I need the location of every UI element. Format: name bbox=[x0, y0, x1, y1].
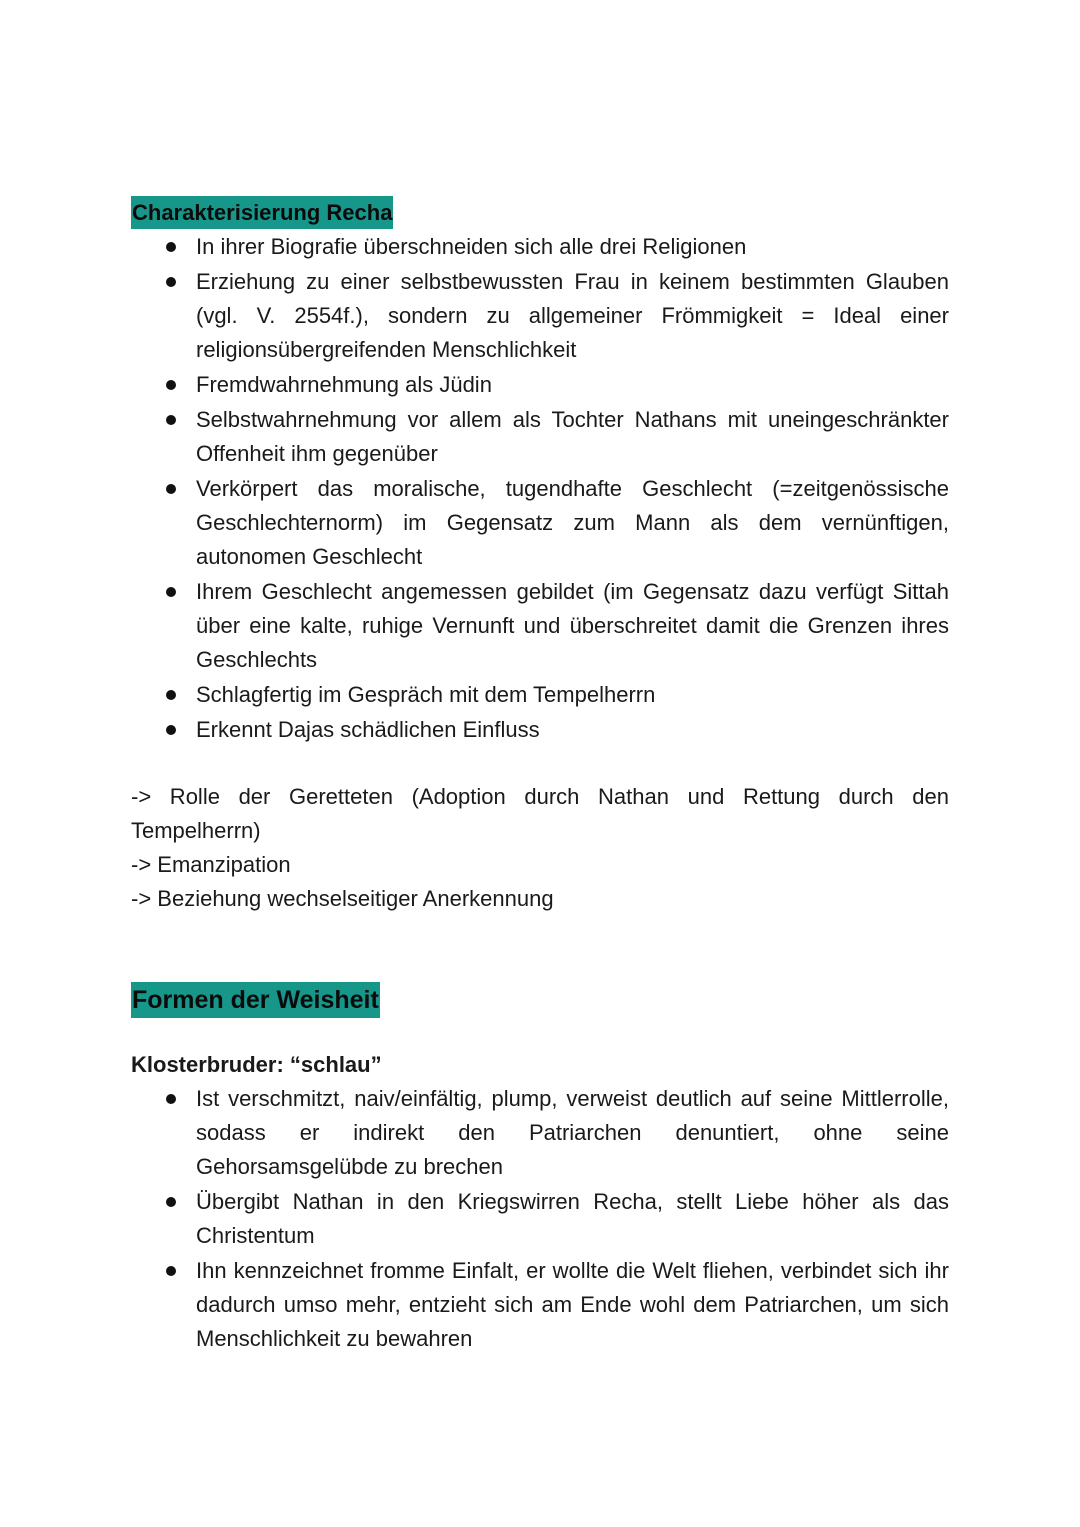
list-item bbox=[196, 472, 949, 574]
document-page bbox=[131, 196, 949, 1357]
conclusion-line: -> Beziehung wechselseitiger Anerkennung bbox=[131, 886, 554, 911]
list-item-text: Ist verschmitzt, naiv/einfältig, plump, verweist deutlich auf seine Mittlerrolle, sodass er indirekt den Patriarchen denuntiert, ohne seine Gehorsamsgelübde zu brechen bbox=[196, 1086, 949, 1179]
bullet-icon bbox=[166, 690, 176, 700]
conclusion-line: -> Rolle der Geretteten (Adoption durch Nathan und Rettung durch den Tempelherrn) bbox=[131, 784, 949, 843]
list-item bbox=[196, 1185, 949, 1253]
bullet-icon bbox=[166, 587, 176, 597]
list-item-text: Schlagfertig im Gespräch mit dem Tempelherrn bbox=[196, 682, 656, 707]
subheading: Klosterbruder: “schlau” bbox=[131, 1052, 382, 1077]
conclusion-line: -> Emanzipation bbox=[131, 852, 291, 877]
list-item bbox=[196, 1082, 949, 1184]
bullet-icon bbox=[166, 1094, 176, 1104]
section-heading: Formen der Weisheit bbox=[131, 982, 380, 1018]
bullet-icon bbox=[166, 380, 176, 390]
list-item-text: Erkennt Dajas schädlichen Einfluss bbox=[196, 717, 540, 742]
bullet-list bbox=[131, 230, 949, 747]
list-item bbox=[196, 713, 949, 747]
section-weisheit bbox=[131, 982, 949, 1356]
list-item-text: Ihrem Geschlecht angemessen gebildet (im Gegensatz dazu verfügt Sittah über eine kalte, ruhige Vernunft und überschreitet damit die Grenzen ihres Geschlechts bbox=[196, 579, 949, 672]
list-item-text: Selbstwahrnehmung vor allem als Tochter Nathans mit uneingeschränkter Offenheit ihm gegenüber bbox=[196, 407, 949, 466]
list-item bbox=[196, 368, 949, 402]
list-item bbox=[196, 230, 949, 264]
list-item-text: Übergibt Nathan in den Kriegswirren Recha, stellt Liebe höher als das Christentum bbox=[196, 1189, 949, 1248]
bullet-icon bbox=[166, 415, 176, 425]
list-item-text: Ihn kennzeichnet fromme Einfalt, er wollte die Welt fliehen, verbindet sich ihr dadurch umso mehr, entzieht sich am Ende wohl dem Patriarchen, um sich Menschlichkeit zu bewahren bbox=[196, 1258, 949, 1351]
bullet-icon bbox=[166, 484, 176, 494]
list-item-text: Erziehung zu einer selbstbewussten Frau in keinem bestimmten Glauben (vgl. V. 2554f.), sondern zu allgemeiner Frömmigkeit = Ideal einer religionsübergreifenden Menschlichkeit bbox=[196, 269, 949, 362]
list-item-text: Fremdwahrnehmung als Jüdin bbox=[196, 372, 492, 397]
section-recha bbox=[131, 196, 949, 916]
list-item bbox=[196, 575, 949, 677]
bullet-list bbox=[131, 1082, 949, 1356]
list-item-text: Verkörpert das moralische, tugendhafte Geschlecht (=zeitgenössische Geschlechternorm) im Gegensatz zum Mann als dem vernünftigen, autonomen Geschlecht bbox=[196, 476, 949, 569]
bullet-icon bbox=[166, 1197, 176, 1207]
list-item bbox=[196, 403, 949, 471]
list-item bbox=[196, 678, 949, 712]
bullet-icon bbox=[166, 1266, 176, 1276]
bullet-icon bbox=[166, 725, 176, 735]
bullet-icon bbox=[166, 277, 176, 287]
list-item bbox=[196, 265, 949, 367]
list-item bbox=[196, 1254, 949, 1356]
bullet-icon bbox=[166, 242, 176, 252]
section-heading: Charakterisierung Recha bbox=[131, 196, 393, 229]
list-item-text: In ihrer Biografie überschneiden sich alle drei Religionen bbox=[196, 234, 747, 259]
